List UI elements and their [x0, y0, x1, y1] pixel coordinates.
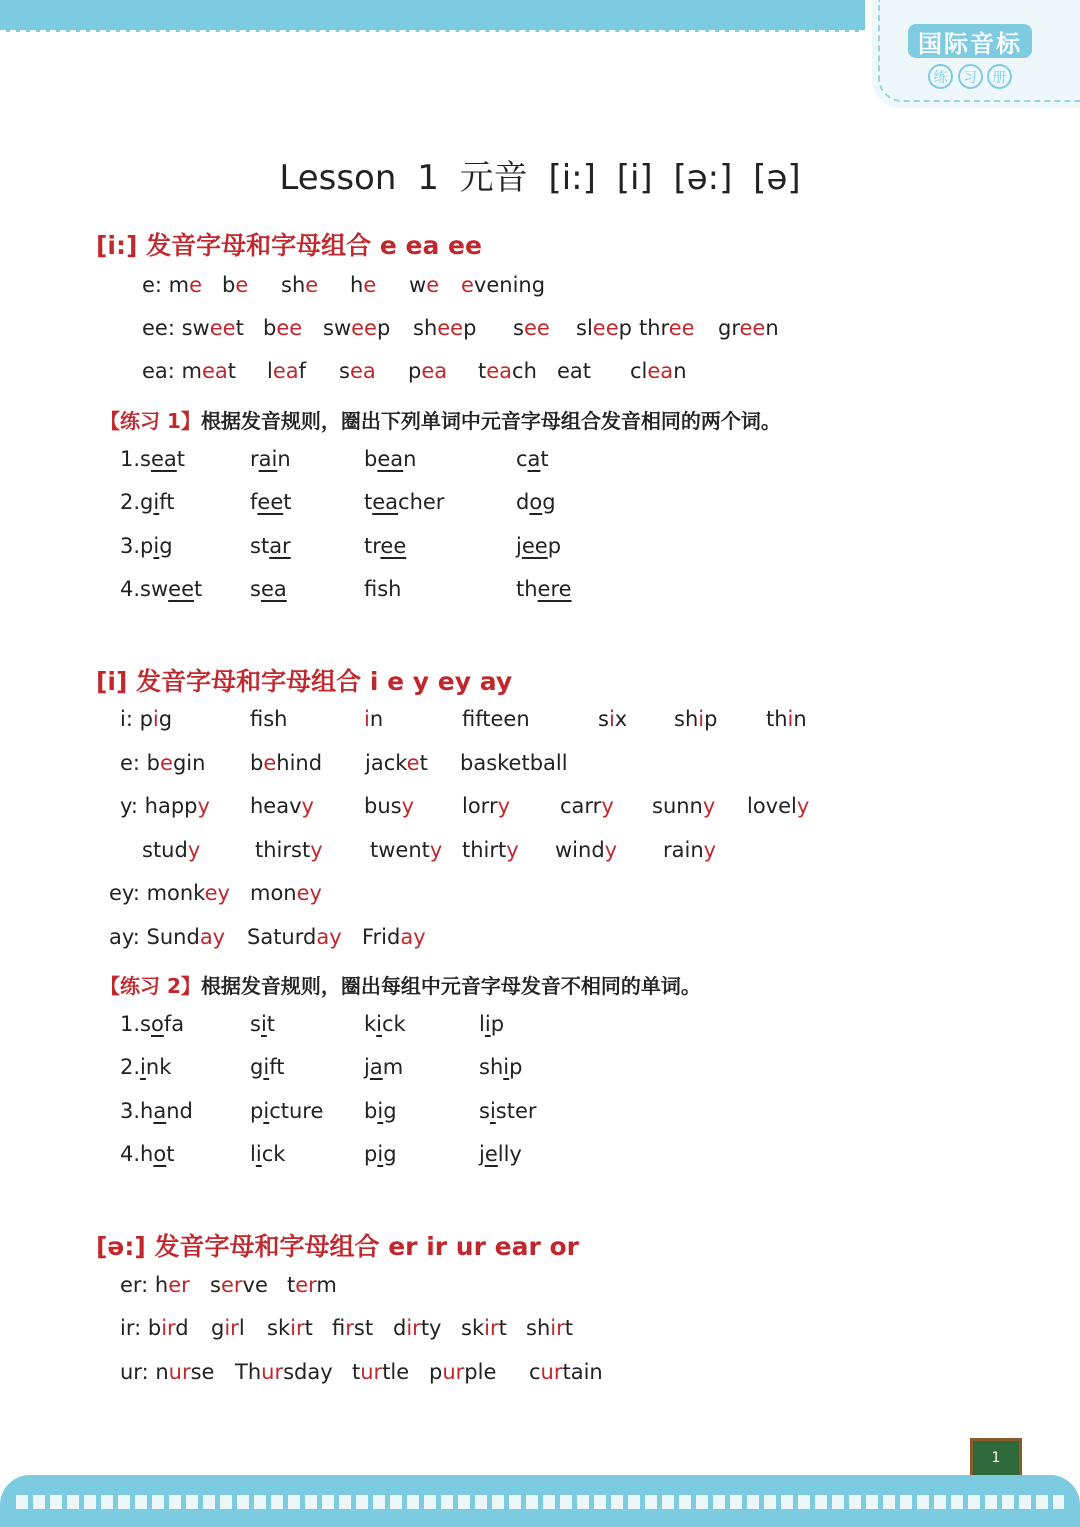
exercise-word: feet	[250, 490, 292, 514]
word: fsh	[250, 707, 288, 731]
word: y: happy	[120, 794, 210, 818]
word: behind	[250, 751, 323, 775]
word-row	[142, 273, 742, 303]
word: e: begin	[120, 751, 206, 775]
exercise-word: rain	[250, 447, 291, 471]
word: er: her	[120, 1273, 190, 1297]
word: in	[364, 707, 384, 731]
lesson-title: Lesson 1 元音 [i:] [i] [ə:] [ə]	[279, 158, 801, 198]
exercise-word: picture	[250, 1099, 324, 1123]
word: busy	[364, 794, 415, 818]
exercise-word: sister	[479, 1099, 537, 1123]
brand-sub-char: 练	[928, 64, 953, 89]
exercise-tag: 【练习 1】	[100, 409, 201, 433]
section-heading-schwa-long: [ə:] 发音字母和字母组合 er ir ur ear or	[96, 1232, 579, 1261]
exercise-row	[120, 490, 620, 520]
exercise-word: cat	[516, 447, 549, 471]
word: bee	[263, 316, 303, 340]
exercise-word: ship	[479, 1055, 523, 1079]
exercise-word: 1.sofa	[120, 1012, 185, 1036]
exercise-word: lip	[479, 1012, 505, 1036]
word: jacket	[365, 751, 428, 775]
word: ea: meat	[142, 359, 237, 383]
word: heavy	[250, 794, 314, 818]
exercise-word: kick	[364, 1012, 406, 1036]
word: be	[222, 273, 249, 297]
word-row	[120, 1316, 720, 1346]
exercise-row	[120, 1099, 620, 1129]
exercise-row	[120, 1055, 620, 1085]
word: term	[287, 1273, 337, 1297]
exercise-word: gift	[250, 1055, 285, 1079]
word-row	[142, 838, 842, 868]
word: skirt	[461, 1316, 507, 1340]
word: study	[142, 838, 201, 862]
top-decorative-bar	[0, 0, 865, 32]
exercise-tag: 【练习 2】	[100, 974, 201, 998]
word: lorry	[462, 794, 511, 818]
exercise-word: 2.gift	[120, 490, 175, 514]
word: first	[332, 1316, 374, 1340]
word: ay: Sunday	[109, 925, 226, 949]
word-row	[142, 316, 842, 346]
exercise-row	[120, 1142, 620, 1172]
word-row	[109, 925, 609, 955]
word: thin	[766, 707, 807, 731]
exercise-word: tree	[364, 534, 407, 558]
word: dirty	[393, 1316, 442, 1340]
word: skirt	[267, 1316, 313, 1340]
word: teach	[478, 359, 537, 383]
word-row	[120, 1360, 720, 1390]
exercise-row	[120, 447, 620, 477]
word-row	[142, 359, 742, 389]
exercise-word: 3.hand	[120, 1099, 193, 1123]
exercise-word: jam	[364, 1055, 404, 1079]
word: six	[598, 707, 628, 731]
word: ship	[674, 707, 718, 731]
exercise-word: 1.seat	[120, 447, 186, 471]
section-heading-i-long: [i:] 发音字母和字母组合 e ea ee	[96, 231, 482, 260]
exercise-instruction	[100, 405, 781, 434]
exercise-row	[120, 1012, 620, 1042]
word: curtain	[529, 1360, 603, 1384]
brand-title: 国际音标	[908, 24, 1032, 58]
word: rainy	[663, 838, 717, 862]
page-number: 1	[991, 1450, 1001, 1466]
word: basketball	[460, 751, 568, 775]
bottom-decorative-bar	[0, 1475, 1080, 1527]
word: e: me	[142, 273, 203, 297]
exercise-row	[120, 577, 620, 607]
exercise-word: 4.hot	[120, 1142, 175, 1166]
brand-sub-char: 习	[958, 64, 983, 89]
exercise-word: fsh	[364, 577, 402, 601]
word: clean	[630, 359, 687, 383]
word: eat	[557, 359, 592, 383]
exercise-text: 根据发音规则，圈出每组中元音字母发音不相同的单词。	[200, 974, 701, 998]
word: twenty	[370, 838, 443, 862]
word: ee: sweet	[142, 316, 244, 340]
exercise-word: pig	[364, 1142, 397, 1166]
exercise-word: bean	[364, 447, 417, 471]
exercise-word: jeep	[516, 534, 562, 558]
exercise-word: there	[516, 577, 572, 601]
word: thirty	[462, 838, 519, 862]
word: three	[639, 316, 695, 340]
word: girl	[211, 1316, 245, 1340]
brand-subtitle	[928, 64, 1012, 90]
brand-sub-char: 册	[987, 64, 1012, 89]
exercise-word: big	[364, 1099, 397, 1123]
word: Thursday	[235, 1360, 333, 1384]
word: green	[718, 316, 779, 340]
word: see	[513, 316, 550, 340]
brand-corner-tab	[872, 0, 1080, 108]
word: sheep	[413, 316, 477, 340]
word: ey: monkey	[109, 881, 230, 905]
word-row	[120, 707, 880, 737]
word: serve	[210, 1273, 268, 1297]
word: we	[409, 273, 440, 297]
exercise-word: star	[250, 534, 291, 558]
exercise-instruction	[100, 970, 701, 999]
section-heading-i-short: [i] 发音字母和字母组合 i e y ey ay	[96, 667, 513, 696]
word: i: pig	[120, 707, 173, 731]
word: thirsty	[255, 838, 323, 862]
exercise-word: sea	[250, 577, 287, 601]
word: sweep	[323, 316, 391, 340]
exercise-word: 2.ink	[120, 1055, 172, 1079]
bottom-dash-pattern	[16, 1495, 1064, 1509]
word: turtle	[352, 1360, 410, 1384]
word: ffteen	[462, 707, 530, 731]
word: she	[281, 273, 319, 297]
exercise-word: teacher	[364, 490, 445, 514]
exercise-word: lick	[250, 1142, 286, 1166]
word: shirt	[526, 1316, 573, 1340]
word: purple	[429, 1360, 497, 1384]
word: evening	[461, 273, 546, 297]
exercise-text: 根据发音规则，圈出下列单词中元音字母组合发音相同的两个词。	[200, 409, 781, 433]
word: lovely	[747, 794, 810, 818]
word-row	[109, 881, 509, 911]
word: carry	[560, 794, 614, 818]
word: pea	[408, 359, 448, 383]
word: Friday	[362, 925, 426, 949]
exercise-word: dog	[516, 490, 556, 514]
word-row	[120, 751, 720, 781]
word: Saturday	[247, 925, 342, 949]
word: ir: bird	[120, 1316, 189, 1340]
word: ur: nurse	[120, 1360, 215, 1384]
word: sunny	[652, 794, 716, 818]
word: sleep	[576, 316, 632, 340]
word-row	[120, 794, 880, 824]
word: sea	[339, 359, 376, 383]
exercise-word: sit	[250, 1012, 276, 1036]
exercise-word: 4.sweet	[120, 577, 203, 601]
word: leaf	[267, 359, 307, 383]
word: money	[250, 881, 322, 905]
word: windy	[555, 838, 618, 862]
word: he	[350, 273, 377, 297]
exercise-word: 3.pig	[120, 534, 173, 558]
exercise-word: jelly	[479, 1142, 522, 1166]
page-number-board	[970, 1438, 1022, 1478]
word-row	[120, 1273, 520, 1303]
exercise-row	[120, 534, 620, 564]
